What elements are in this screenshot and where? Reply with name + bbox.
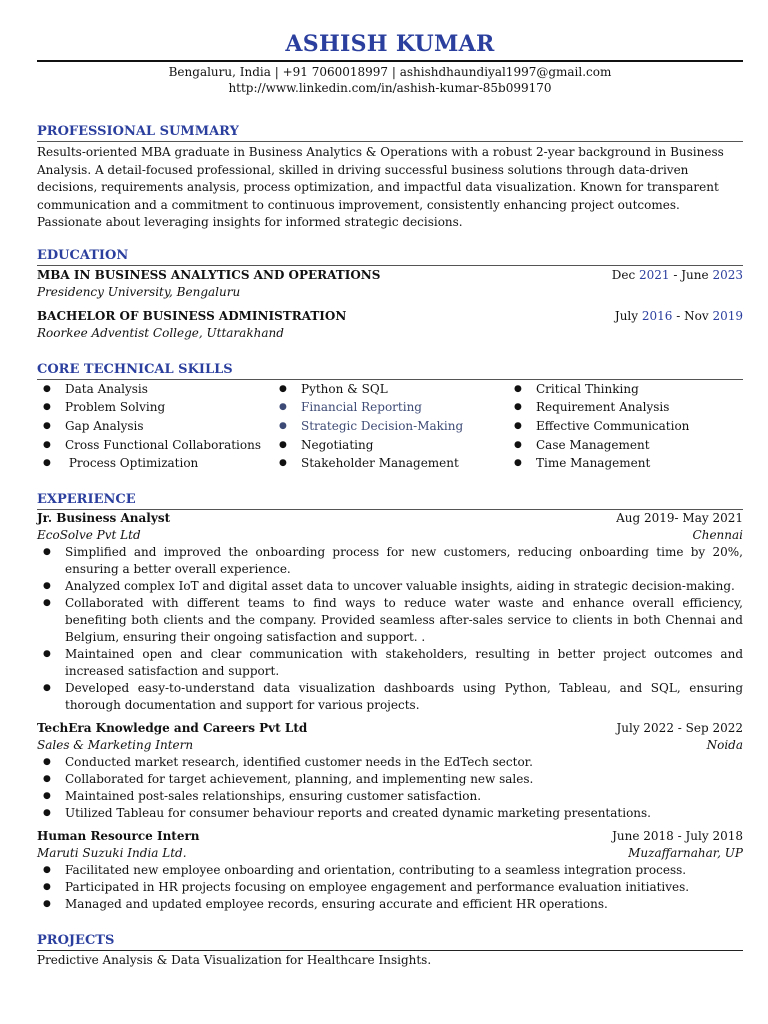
job-bullets	[37, 862, 743, 913]
list-item: ● Collaborated with different teams to find ways to reduce water waste and enhance overall efficiency, benefiting both clients and the company. Provided seamless after-sales service to clients in both Chennai and Belgium, ensuring their ongoing satisfaction and support. .	[37, 595, 743, 646]
job-role: Jr. Business Analyst	[37, 511, 171, 526]
list-item: ● Facilitated new employee onboarding and orientation, contributing to a seamless integration process.	[37, 862, 743, 879]
skill-item: ● Problem Solving	[37, 398, 273, 417]
job-entry	[37, 828, 743, 913]
education-date: July 2016 - Nov 2019	[614, 308, 743, 323]
job-date: Aug 2019- May 2021	[616, 511, 743, 526]
list-item: ● Conducted market research, identified customer needs in the EdTech sector.	[37, 754, 743, 771]
projects-section	[37, 932, 743, 969]
list-item: ● Participated in HR projects focusing on employee engagement and performance evaluation initiatives.	[37, 879, 743, 896]
skill-item: ● Effective Communication	[508, 417, 743, 436]
skill-item: ● Negotiating	[273, 436, 508, 455]
job-date: July 2022 - Sep 2022	[616, 721, 743, 736]
education-entry	[37, 267, 743, 284]
skill-item: ● Case Management	[508, 436, 743, 455]
school-name: Roorkee Adventist College, Uttarakhand	[37, 325, 284, 340]
education-entry	[37, 308, 743, 325]
section-title-skills: CORE TECHNICAL SKILLS	[37, 361, 233, 377]
skill-item: ● Requirement Analysis	[508, 398, 743, 417]
job-entry	[37, 720, 743, 822]
job-company: Maruti Suzuki India Ltd.	[37, 846, 187, 861]
skill-item: ● Stakeholder Management	[273, 454, 508, 473]
section-divider	[37, 265, 743, 266]
job-role: TechEra Knowledge and Careers Pvt Ltd	[37, 721, 308, 736]
skill-item: ● Python & SQL	[273, 380, 508, 399]
skills-column-1	[37, 380, 273, 474]
list-item: ● Analyzed complex IoT and digital asset data to uncover valuable insights, aiding in strategic decision-making.	[37, 578, 743, 595]
summary-section	[37, 123, 743, 232]
job-location: Noida	[706, 738, 743, 753]
summary-text: Results-oriented MBA graduate in Business Analytics & Operations with a robust 2-year background in Business Analysis. A detail-focused professional, skilled in driving successful business solutions through data-driven decisions, requirements analysis, process optimization, and impactful data visualization. Known for transparent communication and a commitment to continuous improvement, consistently enhancing project outcomes. Passionate about leveraging insights for informed strategic decisions.	[37, 145, 724, 229]
list-item: ● Maintained post-sales relationships, ensuring customer satisfaction.	[37, 788, 743, 805]
skills-column-2	[273, 380, 508, 474]
job-company: Sales & Marketing Intern	[37, 738, 194, 753]
skill-item: ● Process Optimization	[37, 454, 273, 473]
contact-line: Bengaluru, India | +91 7060018997 | ashishdhaundiyal1997@gmail.com	[168, 65, 612, 79]
list-item: ● Managed and updated employee records, ensuring accurate and efficient HR operations.	[37, 896, 743, 913]
header-divider	[37, 60, 743, 62]
list-item: ● Maintained open and clear communication with stakeholders, resulting in better project outcomes and increased satisfaction and support.	[37, 646, 743, 680]
list-item: ● Collaborated for target achievement, planning, and implementing new sales.	[37, 771, 743, 788]
job-location: Muzaffarnahar, UP	[628, 846, 743, 861]
skills-column-3	[508, 380, 743, 474]
list-item: ● Simplified and improved the onboarding process for new customers, reducing onboarding time by 20%, ensuring a better overall experience.	[37, 544, 743, 578]
section-title-experience: EXPERIENCE	[37, 492, 136, 508]
skill-item: ● Critical Thinking	[508, 380, 743, 399]
linkedin-url: http://www.linkedin.com/in/ashish-kumar-85b099170	[228, 81, 552, 95]
experience-section	[37, 491, 743, 913]
list-item: ● Developed easy-to-understand data visualization dashboards using Python, Tableau, and SQL, ensuring thorough documentation and support for various projects.	[37, 680, 743, 714]
degree-name: MBA IN BUSINESS ANALYTICS AND OPERATIONS	[37, 267, 381, 282]
education-date: Dec 2021 - June 2023	[611, 267, 743, 282]
school-name: Presidency University, Bengaluru	[37, 284, 241, 299]
section-divider	[37, 950, 743, 951]
skill-item: ● Cross Functional Collaborations	[37, 436, 273, 455]
skill-item: ● Time Management	[508, 454, 743, 473]
resume-page	[37, 0, 743, 969]
section-title-projects: PROJECTS	[37, 933, 115, 949]
skills-grid	[37, 380, 743, 474]
job-location: Chennai	[692, 528, 743, 543]
education-section	[37, 247, 743, 342]
job-entry	[37, 510, 743, 714]
section-title-education: EDUCATION	[37, 247, 129, 263]
job-bullets	[37, 544, 743, 714]
job-bullets	[37, 754, 743, 822]
skill-item: ● Strategic Decision-Making	[273, 417, 508, 436]
job-role: Human Resource Intern	[37, 829, 200, 844]
section-divider	[37, 141, 743, 142]
project-item: Predictive Analysis & Data Visualization for Healthcare Insights.	[37, 953, 432, 968]
degree-name: BACHELOR OF BUSINESS ADMINISTRATION	[37, 308, 347, 323]
job-date: June 2018 - July 2018	[612, 829, 743, 844]
list-item: ● Utilized Tableau for consumer behaviour reports and created dynamic marketing presentations.	[37, 805, 743, 822]
job-company: EcoSolve Pvt Ltd	[37, 528, 141, 543]
skill-item: ● Financial Reporting	[273, 398, 508, 417]
skill-item: ● Gap Analysis	[37, 417, 273, 436]
skills-section	[37, 361, 743, 474]
candidate-name: ASHISH KUMAR	[285, 31, 495, 57]
skill-item: ● Data Analysis	[37, 380, 273, 399]
section-title-summary: PROFESSIONAL SUMMARY	[37, 124, 239, 139]
